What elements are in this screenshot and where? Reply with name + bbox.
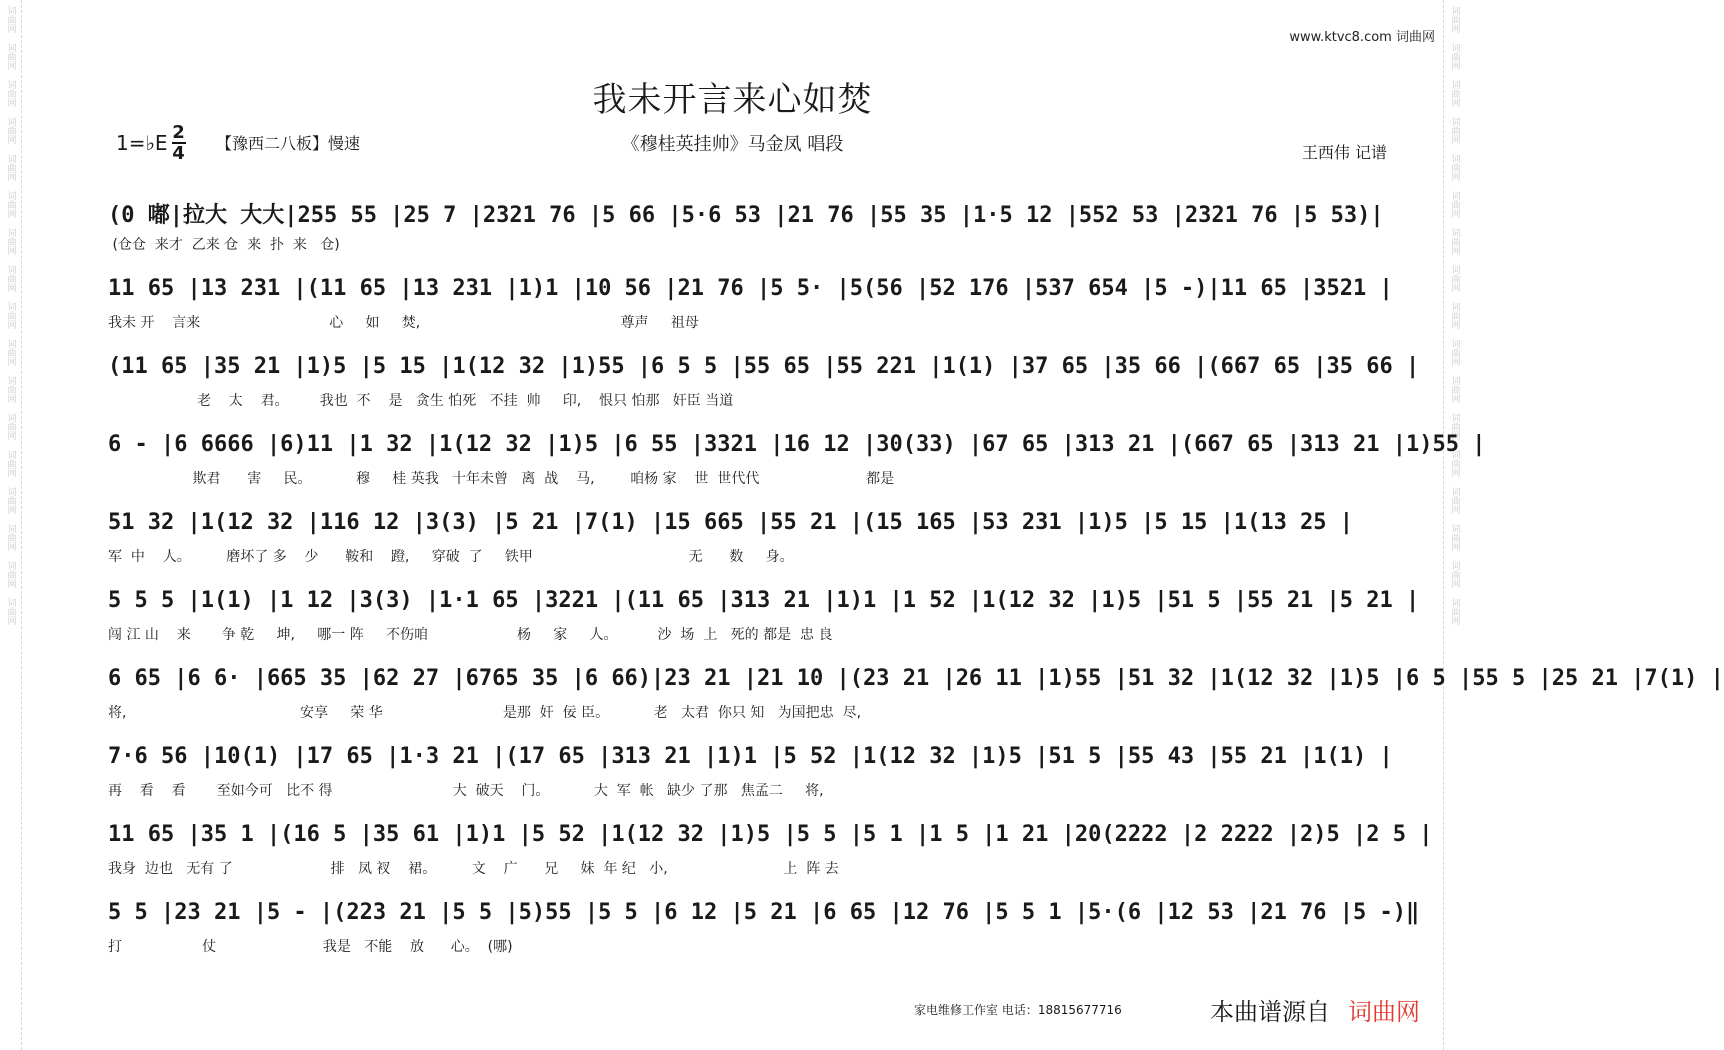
watermark-text: 词曲网 xyxy=(5,524,16,551)
watermark-text: 词曲网 xyxy=(1449,265,1460,292)
score-lyrics-line: 我身 边也 无有 了 排 凤 衩 裙。 文 广 兄 妹 年 纪 小, 上 阵 去 xyxy=(108,861,839,877)
key-signature xyxy=(116,118,186,168)
watermark-text: 词曲网 xyxy=(5,117,16,144)
score-notes-line: 5 5 |23 21 |5 - |(223 21 |5 5 |5)55 |5 5 |6 12 |5 21 |6 65 |12 76 |5 5 1 |5·(6 |12 53 |21 76 |5 -)‖ xyxy=(108,900,1420,925)
watermark-text: 词曲网 xyxy=(5,80,16,107)
watermark-text: 词曲网 xyxy=(5,598,16,625)
key-label: 1=♭E xyxy=(116,131,168,155)
score-notes-line: 11 65 |13 231 |(11 65 |13 231 |1)1 |10 56 |21 76 |5 5· |5(56 |52 176 |537 654 |5 -)|11 65 |3521 | xyxy=(108,276,1393,301)
score-lyrics-line: 再 看 看 至如今可 比不 得 大 破天 门。 大 军 帐 缺少 了那 焦孟二 将, xyxy=(108,783,824,799)
watermark-text: 词曲网 xyxy=(1449,80,1460,107)
notator-credit: 王西伟 记谱 xyxy=(1301,143,1387,162)
watermark-text: 词曲网 xyxy=(1449,117,1460,144)
watermark-text: 词曲网 xyxy=(5,339,16,366)
score-notes-line: 7·6 56 |10(1) |17 65 |1·3 21 |(17 65 |313 21 |1)1 |5 52 |1(12 32 |1)5 |51 5 |55 43 |55 21 |1(1) | xyxy=(108,744,1393,769)
footer-contact: 家电维修工作室 电话：18815677716 xyxy=(914,1003,1122,1017)
footer-source xyxy=(1210,992,1420,1027)
watermark-text: 词曲网 xyxy=(1449,524,1460,551)
score-notes-line: 6 - |6 6666 |6)11 |1 32 |1(12 32 |1)5 |6 55 |3321 |16 12 |30(33) |67 65 |313 21 |(667 65 |313 21 |1)55 | xyxy=(108,432,1486,457)
site-url-text: www.ktvc8.com xyxy=(1289,30,1392,45)
watermark-text: 词曲网 xyxy=(5,228,16,255)
footer-source-label: 本曲谱源自 xyxy=(1210,998,1330,1026)
watermark-text: 词曲网 xyxy=(1449,598,1460,625)
time-signature-top: 2 xyxy=(172,122,185,143)
watermark-text: 词曲网 xyxy=(1449,302,1460,329)
watermark-text: 词曲网 xyxy=(1449,339,1460,366)
watermark-text: 词曲网 xyxy=(1449,43,1460,70)
score-lyrics-line: 我未 开 言来 心 如 焚, 尊声 祖母 xyxy=(108,315,699,331)
tempo-marking: 【豫西二八板】慢速 xyxy=(216,134,361,153)
score-lyrics-line: 闯 江 山 来 争 乾 坤, 哪一 阵 不伤咱 杨 家 人。 沙 场 上 死的 都是 忠 良 xyxy=(108,627,833,643)
score-notes-line: 5 5 5 |1(1) |1 12 |3(3) |1·1 65 |3221 |(11 65 |313 21 |1)1 |1 52 |1(12 32 |1)5 |51 5 |55 21 |5 21 | xyxy=(108,588,1420,613)
watermark-text: 词曲网 xyxy=(1449,154,1460,181)
score-notes-line: 11 65 |35 1 |(16 5 |35 61 |1)1 |5 52 |1(12 32 |1)5 |5 5 |5 1 |1 5 |1 21 |20(2222 |2 2222 |2)5 |2 5 | xyxy=(108,822,1433,847)
score-lyrics-line: 打 仗 我是 不能 放 心。 (哪) xyxy=(108,939,513,955)
watermark-text: 词曲网 xyxy=(5,450,16,477)
watermark-text: 词曲网 xyxy=(1449,561,1460,588)
watermark-text: 词曲网 xyxy=(1449,413,1460,440)
watermark-text: 词曲网 xyxy=(1449,376,1460,403)
watermark-text: 词曲网 xyxy=(1449,487,1460,514)
watermark-text: 词曲网 xyxy=(1449,6,1460,33)
score-lyrics-line: 老 太 君。 我也 不 是 贪生 怕死 不挂 帅 印, 恨只 怕那 奸臣 当道 xyxy=(108,393,734,409)
score-notes-line: 51 32 |1(12 32 |116 12 |3(3) |5 21 |7(1) |15 665 |55 21 |(15 165 |53 231 |1)5 |5 15 |1(13 25 | xyxy=(108,510,1354,535)
score-lyrics-line: 将, 安享 荣 华 是那 奸 佞 臣。 老 太君 你只 知 为国把忠 尽, xyxy=(108,705,862,721)
watermark-text: 词曲网 xyxy=(5,43,16,70)
watermark-text: 词曲网 xyxy=(1449,450,1460,477)
score-lyrics-line: 军 中 人。 磨坏了 多 少 鞍和 蹬, 穿破 了 铁甲 无 数 身。 xyxy=(108,549,794,565)
watermark-text: 词曲网 xyxy=(5,6,16,33)
footer-brand-link[interactable]: 词曲网 xyxy=(1348,998,1420,1026)
watermark-text: 词曲网 xyxy=(5,191,16,218)
right-watermark-rail xyxy=(1443,0,1465,1050)
watermark-text: 词曲网 xyxy=(5,487,16,514)
time-signature xyxy=(172,123,186,163)
song-subtitle: 《穆桂英挂帅》马金凤 唱段 xyxy=(621,134,844,155)
score-notes-line: 6 65 |6 6· |665 35 |62 27 |6765 35 |6 66)|23 21 |21 10 |(23 21 |26 11 |1)55 |51 32 |1(12 32 |1)5 |6 5 |55 5 |25 21 |7(1) | xyxy=(108,666,1724,691)
score-notes-line: (0 嘟|拉大 大大|255 55 |25 7 |2321 76 |5 66 |5·6 53 |21 76 |55 35 |1·5 12 |552 53 |2321 76 |5 53)| xyxy=(108,203,1384,228)
watermark-text: 词曲网 xyxy=(5,302,16,329)
left-watermark-rail xyxy=(0,0,22,1050)
site-name: 词曲网 xyxy=(1395,30,1435,45)
watermark-text: 词曲网 xyxy=(5,413,16,440)
score-lyrics-line: 欺君 害 民。 穆 桂 英我 十年未曾 离 战 马, 咱杨 家 世 世代代 都是 xyxy=(108,471,895,487)
site-url[interactable] xyxy=(1289,26,1435,45)
score-notes-line: (11 65 |35 21 |1)5 |5 15 |1(12 32 |1)55 |6 5 5 |55 65 |55 221 |1(1) |37 65 |35 66 |(667 65 |35 66 | xyxy=(108,354,1420,379)
watermark-text: 词曲网 xyxy=(5,376,16,403)
time-signature-bottom: 4 xyxy=(172,143,185,164)
watermark-text: 词曲网 xyxy=(5,265,16,292)
watermark-text: 词曲网 xyxy=(5,154,16,181)
score-lyrics-line: (仓仓 来才 乙来 仓 来 扑 来 仓) xyxy=(108,237,340,253)
watermark-text: 词曲网 xyxy=(1449,191,1460,218)
song-title: 我未开言来心如焚 xyxy=(592,80,873,120)
watermark-text: 词曲网 xyxy=(1449,228,1460,255)
watermark-text: 词曲网 xyxy=(5,561,16,588)
